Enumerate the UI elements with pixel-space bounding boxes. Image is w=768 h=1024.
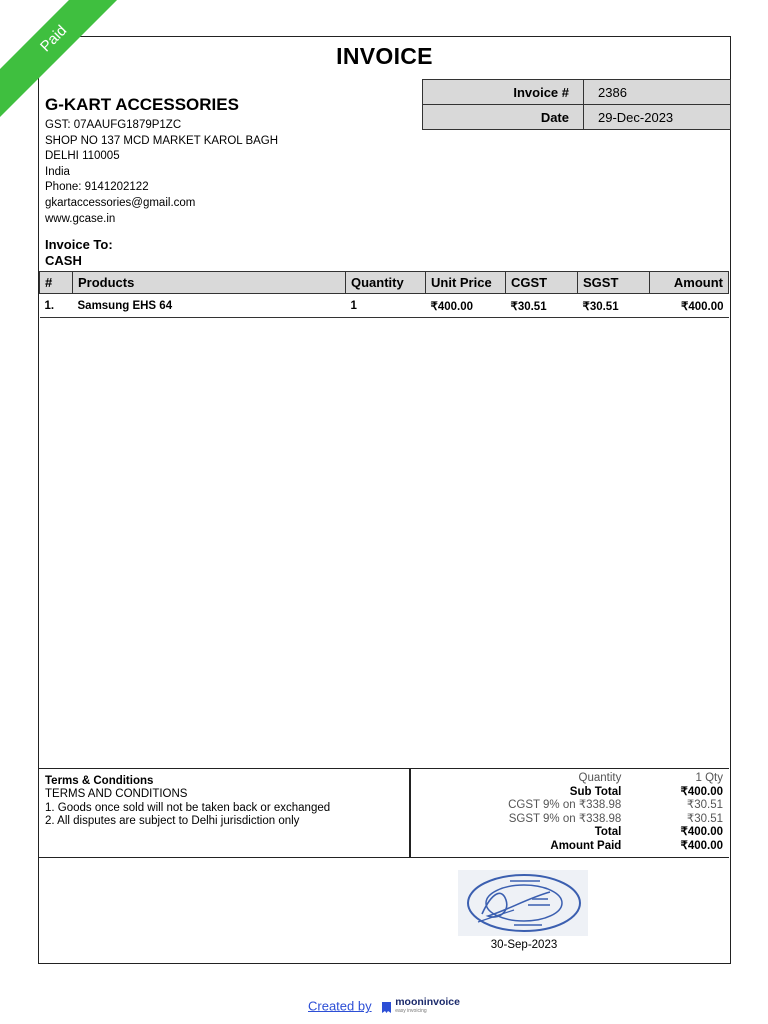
paid-ribbon xyxy=(0,0,130,130)
brand-name: mooninvoice xyxy=(395,996,460,1008)
total-value: ₹400.00 xyxy=(680,826,723,838)
quantity-value: 1 Qty xyxy=(695,772,723,784)
row-sgst: ₹30.51 xyxy=(578,294,650,318)
bill-to-label: Invoice To: xyxy=(45,237,113,252)
company-website: www.gcase.in xyxy=(45,212,116,225)
col-cgst: CGST xyxy=(506,272,578,294)
divider xyxy=(409,769,411,857)
invoice-title: INVOICE xyxy=(336,43,433,69)
amount-paid-value: ₹400.00 xyxy=(680,839,723,852)
subtotal-value: ₹400.00 xyxy=(680,785,723,798)
brand-tagline: easy invoicing xyxy=(395,1008,427,1014)
paid-label: Paid xyxy=(37,22,71,56)
row-quantity: 1 xyxy=(346,294,426,318)
terms-line-1: 1. Goods once sold will not be taken back or exchanged xyxy=(45,801,331,814)
summary-band xyxy=(39,768,729,858)
col-amount: Amount xyxy=(650,272,729,294)
company-address-line2: DELHI 110005 xyxy=(45,150,120,163)
table-row xyxy=(40,294,729,318)
col-quantity: Quantity xyxy=(346,272,426,294)
company-name: G-KART ACCESSORIES xyxy=(45,95,239,114)
mooninvoice-logo[interactable] xyxy=(381,998,460,1016)
invoice-date: 29-Dec-2023 xyxy=(584,105,731,130)
amount-paid-label: Amount Paid xyxy=(550,839,622,852)
invoice-meta-table xyxy=(422,79,731,130)
mooninvoice-icon xyxy=(381,1001,392,1014)
company-address-line1: SHOP NO 137 MCD MARKET KAROL BAGH xyxy=(45,134,279,147)
invoice-number-label: Invoice # xyxy=(423,80,584,105)
terms-heading: Terms & Conditions xyxy=(45,775,154,787)
terms-subheading: TERMS AND CONDITIONS xyxy=(45,788,188,801)
subtotal-label: Sub Total xyxy=(569,785,622,798)
cgst-label: CGST 9% on ₹338.98 xyxy=(508,799,622,811)
sgst-label: SGST 9% on ₹338.98 xyxy=(508,812,622,825)
company-email: gkartaccessories@gmail.com xyxy=(45,196,196,209)
invoice-frame xyxy=(38,36,731,964)
col-sgst: SGST xyxy=(578,272,650,294)
footer xyxy=(0,998,768,1016)
invoice-number: 2386 xyxy=(584,80,731,105)
cgst-value: ₹30.51 xyxy=(686,799,723,811)
total-label: Total xyxy=(594,826,622,838)
col-products: Products xyxy=(73,272,346,294)
company-country: India xyxy=(45,165,70,178)
terms-section xyxy=(45,775,405,829)
row-unit-price: ₹400.00 xyxy=(426,294,506,318)
totals-table xyxy=(439,772,723,853)
items-header-row xyxy=(40,272,729,294)
row-amount: ₹400.00 xyxy=(650,294,729,318)
stamp-seal-icon xyxy=(458,870,588,936)
sgst-value: ₹30.51 xyxy=(686,812,723,825)
col-number: # xyxy=(40,272,73,294)
quantity-label: Quantity xyxy=(578,772,622,784)
company-stamp xyxy=(458,870,588,936)
created-by-link[interactable]: Created by xyxy=(308,998,372,1014)
row-cgst: ₹30.51 xyxy=(506,294,578,318)
row-product: Samsung EHS 64 xyxy=(73,294,346,318)
invoice-date-label: Date xyxy=(423,105,584,130)
bill-to-name: CASH xyxy=(45,253,82,268)
company-gst: GST: 07AAUFG1879P1ZC xyxy=(45,119,182,131)
company-phone: Phone: 9141202122 xyxy=(45,181,149,194)
signature-date: 30-Sep-2023 xyxy=(490,939,558,951)
items-table xyxy=(39,271,729,318)
row-number: 1. xyxy=(40,294,73,318)
col-unit-price: Unit Price xyxy=(426,272,506,294)
bill-to xyxy=(45,237,113,269)
terms-line-2: 2. All disputes are subject to Delhi jurisdiction only xyxy=(45,815,300,828)
